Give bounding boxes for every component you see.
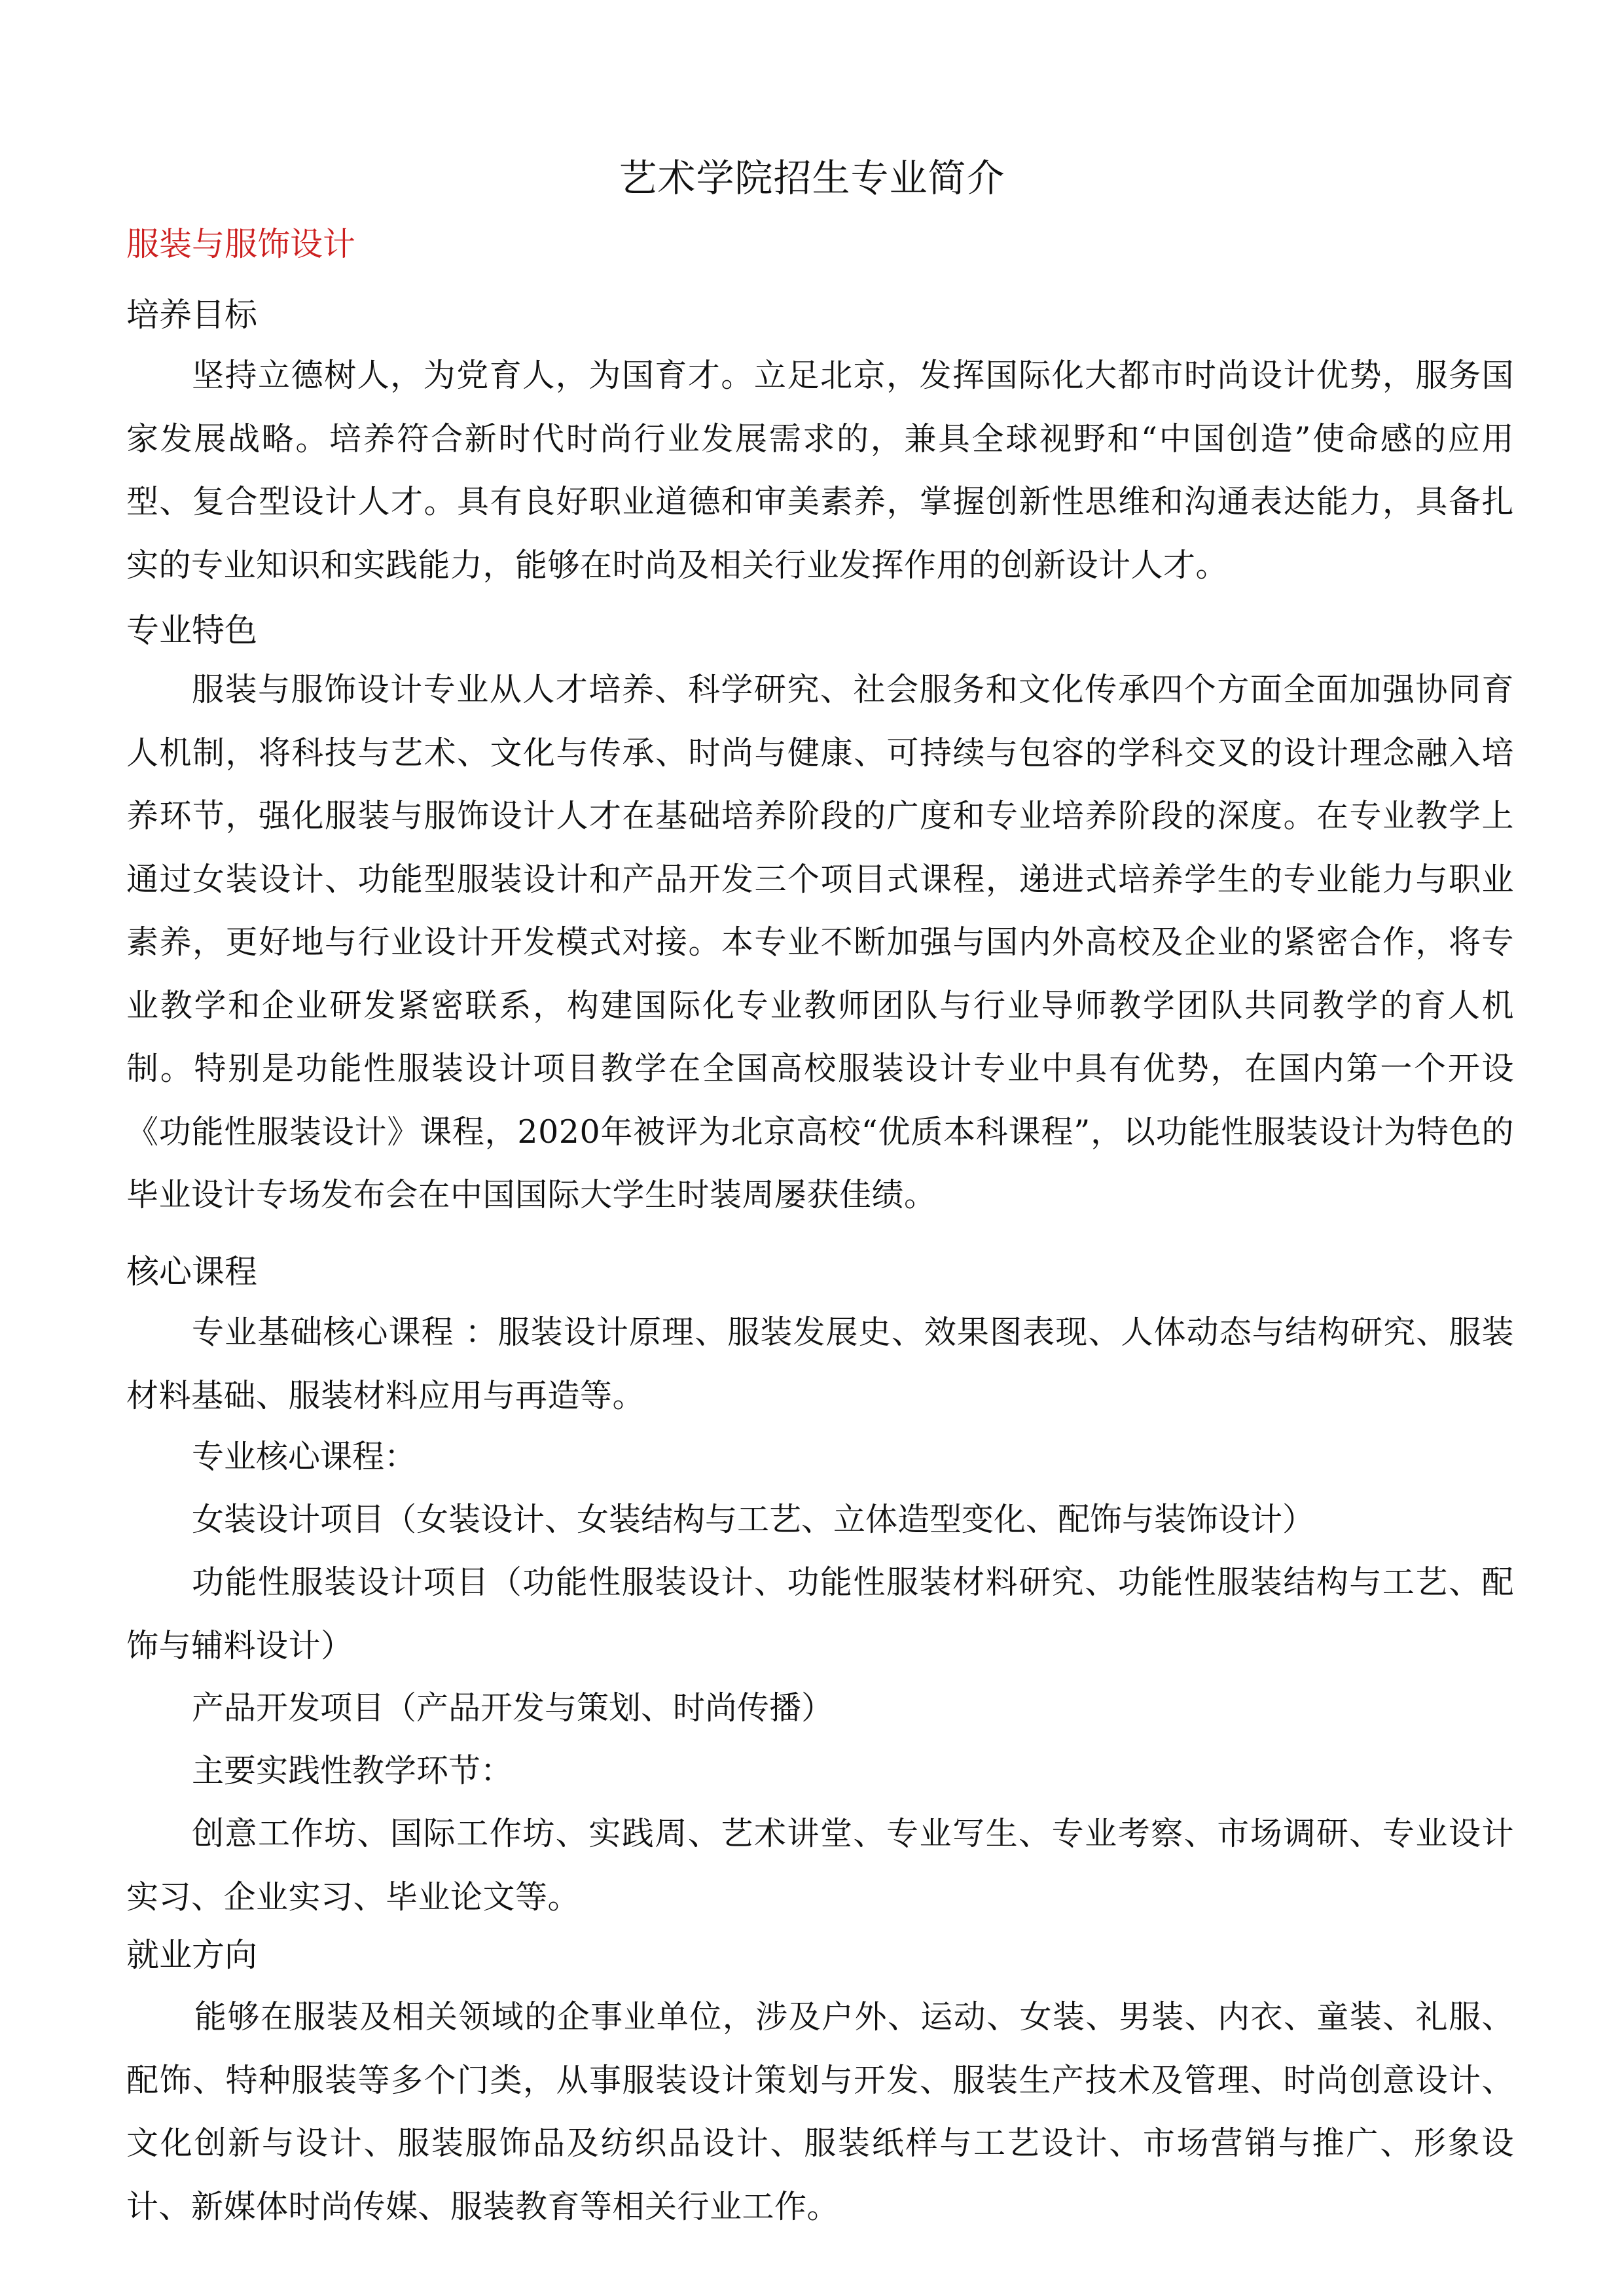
document-title: 艺术学院招生专业简介: [619, 156, 1005, 200]
practice-label: 主要实践性教学环节：: [192, 1752, 513, 1789]
section-heading-courses: 核心课程: [126, 1253, 257, 1291]
major-title: 服装与服饰设计: [126, 225, 355, 263]
project-product-line: 产品开发项目（产品开发与策划、时尚传播）: [192, 1689, 834, 1727]
practice-paragraph: 创意工作坊、国际工作坊、实践周、艺术讲堂、专业写生、专业考察、市场调研、专业设计实习、企业实习、毕业论文等。: [126, 1815, 1514, 1916]
career-paragraph: 能够在服装及相关领域的企事业单位，涉及户外、运动、女装、男装、内衣、童装、礼服、配饰、特种服装等多个门类，从事服装设计策划与开发、服装生产技术及管理、时尚创意设计、文化创新与设计、服装服饰品及纺织品设计、服装纸样与工艺设计、市场营销与推广、形象设计、新媒体时尚传媒、服装教育等相关行业工作。: [126, 1998, 1514, 2225]
section-heading-features: 专业特色: [126, 611, 257, 649]
section-heading-career: 就业方向: [126, 1936, 257, 1974]
section-heading-goal: 培养目标: [126, 296, 257, 334]
core-courses-label: 专业核心课程：: [192, 1438, 417, 1475]
project-women-line: 女装设计项目（女装设计、女装结构与工艺、立体造型变化、配饰与装饰设计）: [192, 1501, 1315, 1538]
foundation-courses-paragraph: 专业基础核心课程 ：服装设计原理、服装发展史、效果图表现、人体动态与结构研究、服装材料基础、服装材料应用与再造等。: [126, 1314, 1514, 1414]
features-paragraph: 服装与服饰设计专业从人才培养、科学研究、社会服务和文化传承四个方面全面加强协同育人机制，将科技与艺术、文化与传承、时尚与健康、可持续与包容的学科交叉的设计理念融入培养环节，强化服装与服饰设计人才在基础培养阶段的广度和专业培养阶段的深度。在专业教学上通过女装设计、功能型服装设计和产品开发三个项目式课程，递进式培养学生的专业能力与职业素养，更好地与行业设计开发模式对接。本专业不断加强与国内外高校及企业的紧密合作，将专业教学和企业研发紧密联系，构建国际化专业教师团队与行业导师教学团队共同教学的育人机制。特别是功能性服装设计项目教学在全国高校服装设计专业中具有优势，在国内第一个开设《功能性服装设计》课程，2020年被评为北京高校“优质本科课程”，以功能性服装设计为特色的毕业设计专场发布会在中国国际大学生时装周屡获佳绩。: [126, 671, 1514, 1213]
project-functional-paragraph: 功能性服装设计项目（功能性服装设计、功能性服装材料研究、功能性服装结构与工艺、配饰与辅料设计）: [126, 1564, 1514, 1664]
goal-paragraph: 坚持立德树人，为党育人，为国育才。立足北京，发挥国际化大都市时尚设计优势，服务国家发展战略。培养符合新时代时尚行业发展需求的，兼具全球视野和“中国创造”使命感的应用型、复合型设计人才。具有良好职业道德和审美素养，掌握创新性思维和沟通表达能力，具备扎实的专业知识和实践能力，能够在时尚及相关行业发挥作用的创新设计人才。: [126, 357, 1514, 584]
